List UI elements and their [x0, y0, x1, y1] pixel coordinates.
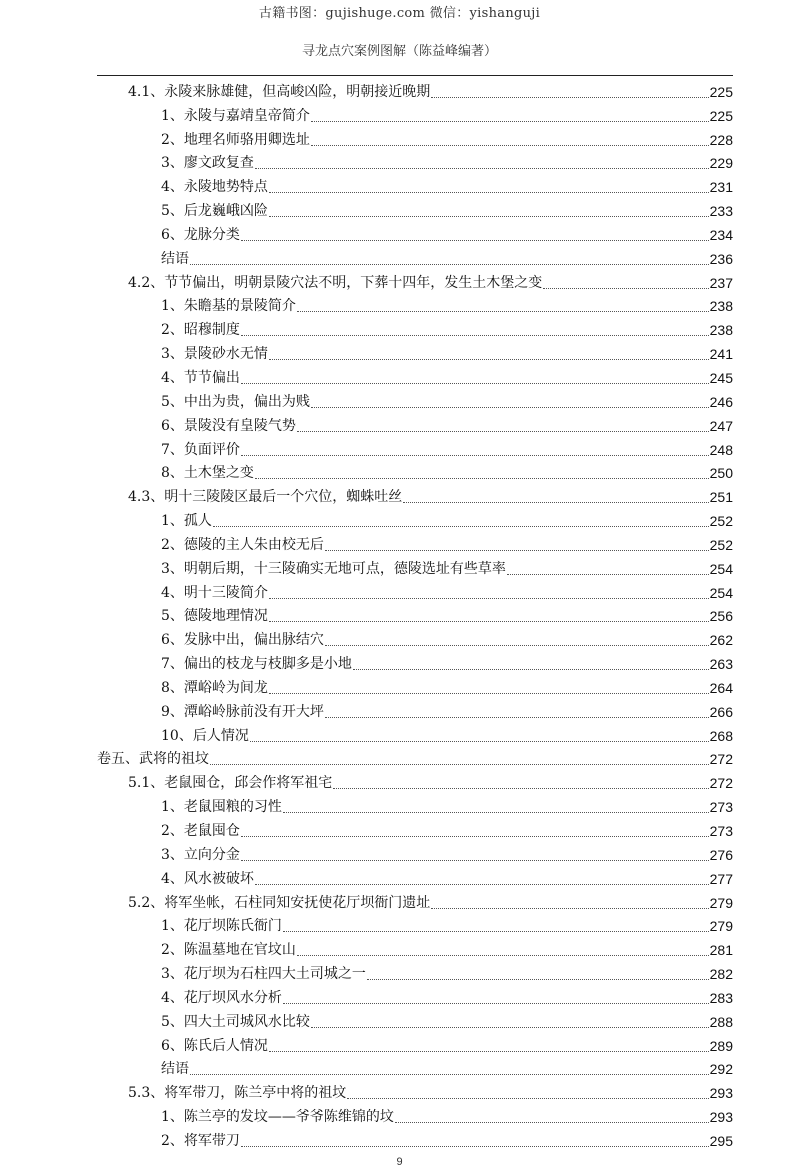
toc-entry[interactable] [97, 1032, 733, 1056]
toc-entry-title: 5、后龙巍峨凶险 [161, 203, 268, 220]
toc-entry-page: 262 [709, 632, 733, 649]
toc-entry-title: 1、陈兰亭的发坟——爷爷陈维锦的坟 [161, 1109, 394, 1126]
toc-entry-page: 250 [709, 465, 733, 482]
toc-dot-leader [395, 1121, 709, 1123]
toc-entry-title: 5、中出为贵，偏出为贱 [161, 393, 310, 410]
toc-dot-leader [311, 144, 709, 146]
toc-entry-title: 卷五、武将的祖坟 [97, 751, 209, 768]
toc-entry[interactable] [97, 150, 733, 174]
toc-entry[interactable] [97, 555, 733, 579]
toc-dot-leader [325, 644, 709, 646]
toc-entry-title: 5.2、将军坐帐，石柱同知安抚使花厅坝衙门遗址 [128, 894, 431, 911]
toc-entry-page: 281 [709, 942, 733, 959]
toc-entry-title: 3、立向分金 [161, 846, 240, 863]
toc-entry[interactable] [97, 579, 733, 603]
toc-dot-leader [297, 430, 709, 432]
toc-dot-leader [241, 454, 709, 456]
toc-entry-title: 4、永陵地势特点 [161, 179, 268, 196]
toc-entry[interactable] [97, 817, 733, 841]
toc-entry[interactable] [97, 603, 733, 627]
toc-entry-title: 1、老鼠囤粮的习性 [161, 799, 282, 816]
toc-entry-page: 254 [709, 584, 733, 601]
toc-entry-title: 1、花厅坝陈氏衙门 [161, 918, 282, 935]
toc-entry[interactable] [97, 841, 733, 865]
toc-entry[interactable] [97, 221, 733, 245]
toc-entry-title: 3、廖文政复查 [161, 155, 254, 172]
toc-entry[interactable] [97, 269, 733, 293]
toc-entry-title: 1、朱瞻基的景陵简介 [161, 298, 296, 315]
toc-entry-page: 277 [709, 870, 733, 887]
toc-entry-page: 238 [709, 298, 733, 315]
toc-entry-page: 272 [709, 775, 733, 792]
toc-dot-leader [190, 1073, 709, 1075]
toc-entry-page: 229 [709, 155, 733, 172]
toc-entry-page: 289 [709, 1037, 733, 1054]
toc-entry[interactable] [97, 340, 733, 364]
toc-entry-title: 1、永陵与嘉靖皇帝简介 [161, 107, 310, 124]
toc-dot-leader [431, 907, 708, 909]
toc-entry-title: 6、发脉中出，偏出脉结穴 [161, 632, 324, 649]
toc-entry-title: 8、潭峪岭为间龙 [161, 679, 268, 696]
toc-entry-title: 5、德陵地理情况 [161, 608, 268, 625]
toc-entry-page: 228 [709, 131, 733, 148]
toc-entry[interactable] [97, 1127, 733, 1151]
toc-entry-page: 238 [709, 322, 733, 339]
toc-entry-page: 247 [709, 417, 733, 434]
toc-entry-page: 263 [709, 656, 733, 673]
toc-entry-page: 231 [709, 179, 733, 196]
toc-dot-leader [311, 406, 709, 408]
toc-entry-page: 273 [709, 823, 733, 839]
toc-entry[interactable] [97, 412, 733, 436]
toc-entry-page: 225 [709, 107, 733, 124]
toc-dot-leader [241, 835, 709, 837]
toc-entry[interactable] [97, 722, 733, 746]
toc-entry[interactable] [97, 531, 733, 555]
toc-entry[interactable] [97, 984, 733, 1008]
toc-entry-page: 225 [709, 83, 733, 100]
toc-entry-page: 256 [709, 608, 733, 625]
toc-entry[interactable] [97, 1008, 733, 1032]
toc-entry-page: 293 [709, 1085, 733, 1102]
toc-dot-leader [431, 96, 708, 98]
toc-entry-title: 3、花厅坝为石柱四大土司城之一 [161, 966, 366, 983]
toc-entry[interactable] [97, 960, 733, 984]
toc-entry-title: 3、景陵砂水无情 [161, 346, 268, 363]
toc-entry-page: 233 [709, 203, 733, 220]
toc-dot-leader [269, 597, 709, 599]
toc-dot-leader [543, 287, 708, 289]
toc-dot-leader [311, 120, 709, 122]
toc-entry-page: 236 [709, 250, 733, 267]
toc-entry[interactable] [97, 460, 733, 484]
toc-entry-title: 5.1、老鼠囤仓，邱会作将军祖宅 [128, 775, 333, 792]
toc-dot-leader [190, 263, 709, 265]
toc-entry-title: 6、龙脉分类 [161, 226, 240, 243]
toc-entry-title: 2、老鼠囤仓 [161, 823, 240, 839]
toc-entry-title: 10、后人情况 [161, 727, 249, 744]
toc-entry-title: 5.3、将军带刀，陈兰亭中将的祖坟 [128, 1085, 347, 1102]
toc-entry-title: 4.3、明十三陵陵区最后一个穴位，蜘蛛吐丝 [128, 489, 403, 506]
toc-dot-leader [297, 954, 709, 956]
toc-dot-leader [241, 382, 709, 384]
toc-entry[interactable] [97, 769, 733, 793]
toc-entry-page: 254 [709, 560, 733, 577]
toc-dot-leader [283, 1002, 709, 1004]
toc-entry-title: 3、明朝后期，十三陵确实无地可点，德陵选址有些草率 [161, 560, 506, 577]
toc-entry-title: 2、德陵的主人朱由校无后 [161, 536, 324, 553]
toc-dot-leader [269, 358, 709, 360]
toc-entry-title: 5、四大土司城风水比较 [161, 1013, 310, 1030]
toc-dot-leader [210, 763, 709, 765]
toc-dot-leader [283, 811, 709, 813]
toc-dot-leader [255, 167, 709, 169]
toc-dot-leader [269, 191, 709, 193]
header-divider [97, 75, 733, 76]
toc-entry[interactable] [97, 913, 733, 937]
toc-entry[interactable] [97, 1103, 733, 1127]
page-number: 9 [396, 1156, 403, 1168]
toc-entry-title: 2、陈温墓地在官坟山 [161, 942, 296, 959]
toc-entry[interactable] [97, 865, 733, 889]
toc-entry-title: 9、潭峪岭脉前没有开大坪 [161, 703, 324, 720]
toc-dot-leader [213, 525, 709, 527]
toc-entry-title: 8、土木堡之变 [161, 465, 254, 482]
toc-dot-leader [269, 692, 709, 694]
toc-entry-page: 248 [709, 441, 733, 458]
toc-entry[interactable] [97, 1079, 733, 1103]
toc-entry-title: 4、明十三陵简介 [161, 584, 268, 601]
toc-entry[interactable] [97, 436, 733, 460]
toc-dot-leader [311, 1026, 709, 1028]
toc-entry-title: 4、节节偏出 [161, 369, 240, 386]
toc-entry-page: 272 [709, 751, 733, 768]
toc-entry-title: 6、陈氏后人情况 [161, 1037, 268, 1054]
book-title: 寻龙点穴案例图解（陈益峰编著） [301, 44, 497, 59]
toc-dot-leader [250, 740, 709, 742]
toc-entry-page: 252 [709, 513, 733, 530]
toc-entry-page: 288 [709, 1013, 733, 1030]
site-watermark-header: 古籍书图：gujishuge.com 微信：yishanguji [258, 6, 541, 21]
toc-entry-page: 279 [709, 894, 733, 911]
toc-entry[interactable] [97, 197, 733, 221]
toc-entry-title: 4、风水被破坏 [161, 870, 254, 887]
toc-entry-page: 245 [709, 369, 733, 386]
toc-entry-page: 237 [709, 274, 733, 291]
toc-entry-title: 2、地理名师骆用卿选址 [161, 131, 310, 148]
toc-entry-page: 234 [709, 226, 733, 243]
toc-entry[interactable] [97, 316, 733, 340]
toc-dot-leader [507, 573, 709, 575]
toc-entry-page: 295 [709, 1132, 733, 1149]
toc-entry[interactable] [97, 936, 733, 960]
toc-entry[interactable] [97, 102, 733, 126]
toc-dot-leader [297, 310, 709, 312]
toc-entry[interactable] [97, 245, 733, 269]
toc-dot-leader [255, 883, 709, 885]
toc-entry-page: 246 [709, 393, 733, 410]
toc-dot-leader [241, 334, 709, 336]
toc-entry-title: 4.1、永陵来脉雄健，但高峻凶险，明朝接近晚期 [128, 83, 431, 100]
toc-entry-page: 283 [709, 989, 733, 1006]
toc-entry[interactable] [97, 507, 733, 531]
toc-entry-title: 结语 [161, 1061, 189, 1078]
toc-entry-page: 241 [709, 346, 733, 363]
toc-entry[interactable] [97, 483, 733, 507]
toc-entry-title: 7、偏出的枝龙与枝脚多是小地 [161, 656, 352, 673]
toc-dot-leader [403, 501, 708, 503]
toc-entry-title: 2、将军带刀 [161, 1132, 240, 1149]
toc-dot-leader [241, 239, 709, 241]
toc-dot-leader [325, 716, 709, 718]
toc-entry-page: 268 [709, 727, 733, 744]
toc-dot-leader [269, 620, 709, 622]
toc-entry-title: 结语 [161, 250, 189, 267]
toc-dot-leader [333, 787, 708, 789]
toc-entry-page: 252 [709, 536, 733, 553]
toc-entry-page: 273 [709, 799, 733, 816]
toc-dot-leader [347, 1097, 708, 1099]
toc-entry[interactable] [97, 746, 733, 770]
toc-dot-leader [353, 668, 709, 670]
toc-entry[interactable] [97, 173, 733, 197]
toc-entry-page: 293 [709, 1109, 733, 1126]
toc-entry-page: 292 [709, 1061, 733, 1078]
toc-entry[interactable] [97, 78, 733, 102]
toc-entry-page: 282 [709, 966, 733, 983]
table-of-contents [97, 78, 733, 1151]
toc-entry-page: 264 [709, 679, 733, 696]
toc-entry-title: 2、昭穆制度 [161, 322, 240, 339]
toc-dot-leader [241, 859, 709, 861]
toc-dot-leader [241, 1145, 709, 1147]
toc-entry-page: 251 [709, 489, 733, 506]
toc-entry[interactable] [97, 388, 733, 412]
toc-dot-leader [367, 978, 709, 980]
toc-dot-leader [269, 215, 709, 217]
toc-entry[interactable] [97, 1056, 733, 1080]
toc-entry[interactable] [97, 293, 733, 317]
toc-entry[interactable] [97, 793, 733, 817]
toc-dot-leader [283, 930, 709, 932]
toc-entry-title: 7、负面评价 [161, 441, 240, 458]
toc-entry[interactable] [97, 889, 733, 913]
toc-entry[interactable] [97, 698, 733, 722]
toc-entry-page: 279 [709, 918, 733, 935]
toc-entry[interactable] [97, 674, 733, 698]
toc-entry-title: 4.2、节节偏出，明朝景陵穴法不明，下葬十四年，发生土木堡之变 [128, 274, 543, 291]
toc-entry-page: 276 [709, 846, 733, 863]
toc-entry[interactable] [97, 126, 733, 150]
toc-entry[interactable] [97, 364, 733, 388]
toc-dot-leader [255, 477, 709, 479]
toc-dot-leader [269, 1050, 709, 1052]
toc-entry-title: 1、孤人 [161, 513, 212, 530]
toc-dot-leader [325, 549, 709, 551]
toc-entry[interactable] [97, 626, 733, 650]
toc-entry[interactable] [97, 650, 733, 674]
toc-entry-title: 6、景陵没有皇陵气势 [161, 417, 296, 434]
toc-entry-page: 266 [709, 703, 733, 720]
toc-entry-title: 4、花厅坝风水分析 [161, 989, 282, 1006]
